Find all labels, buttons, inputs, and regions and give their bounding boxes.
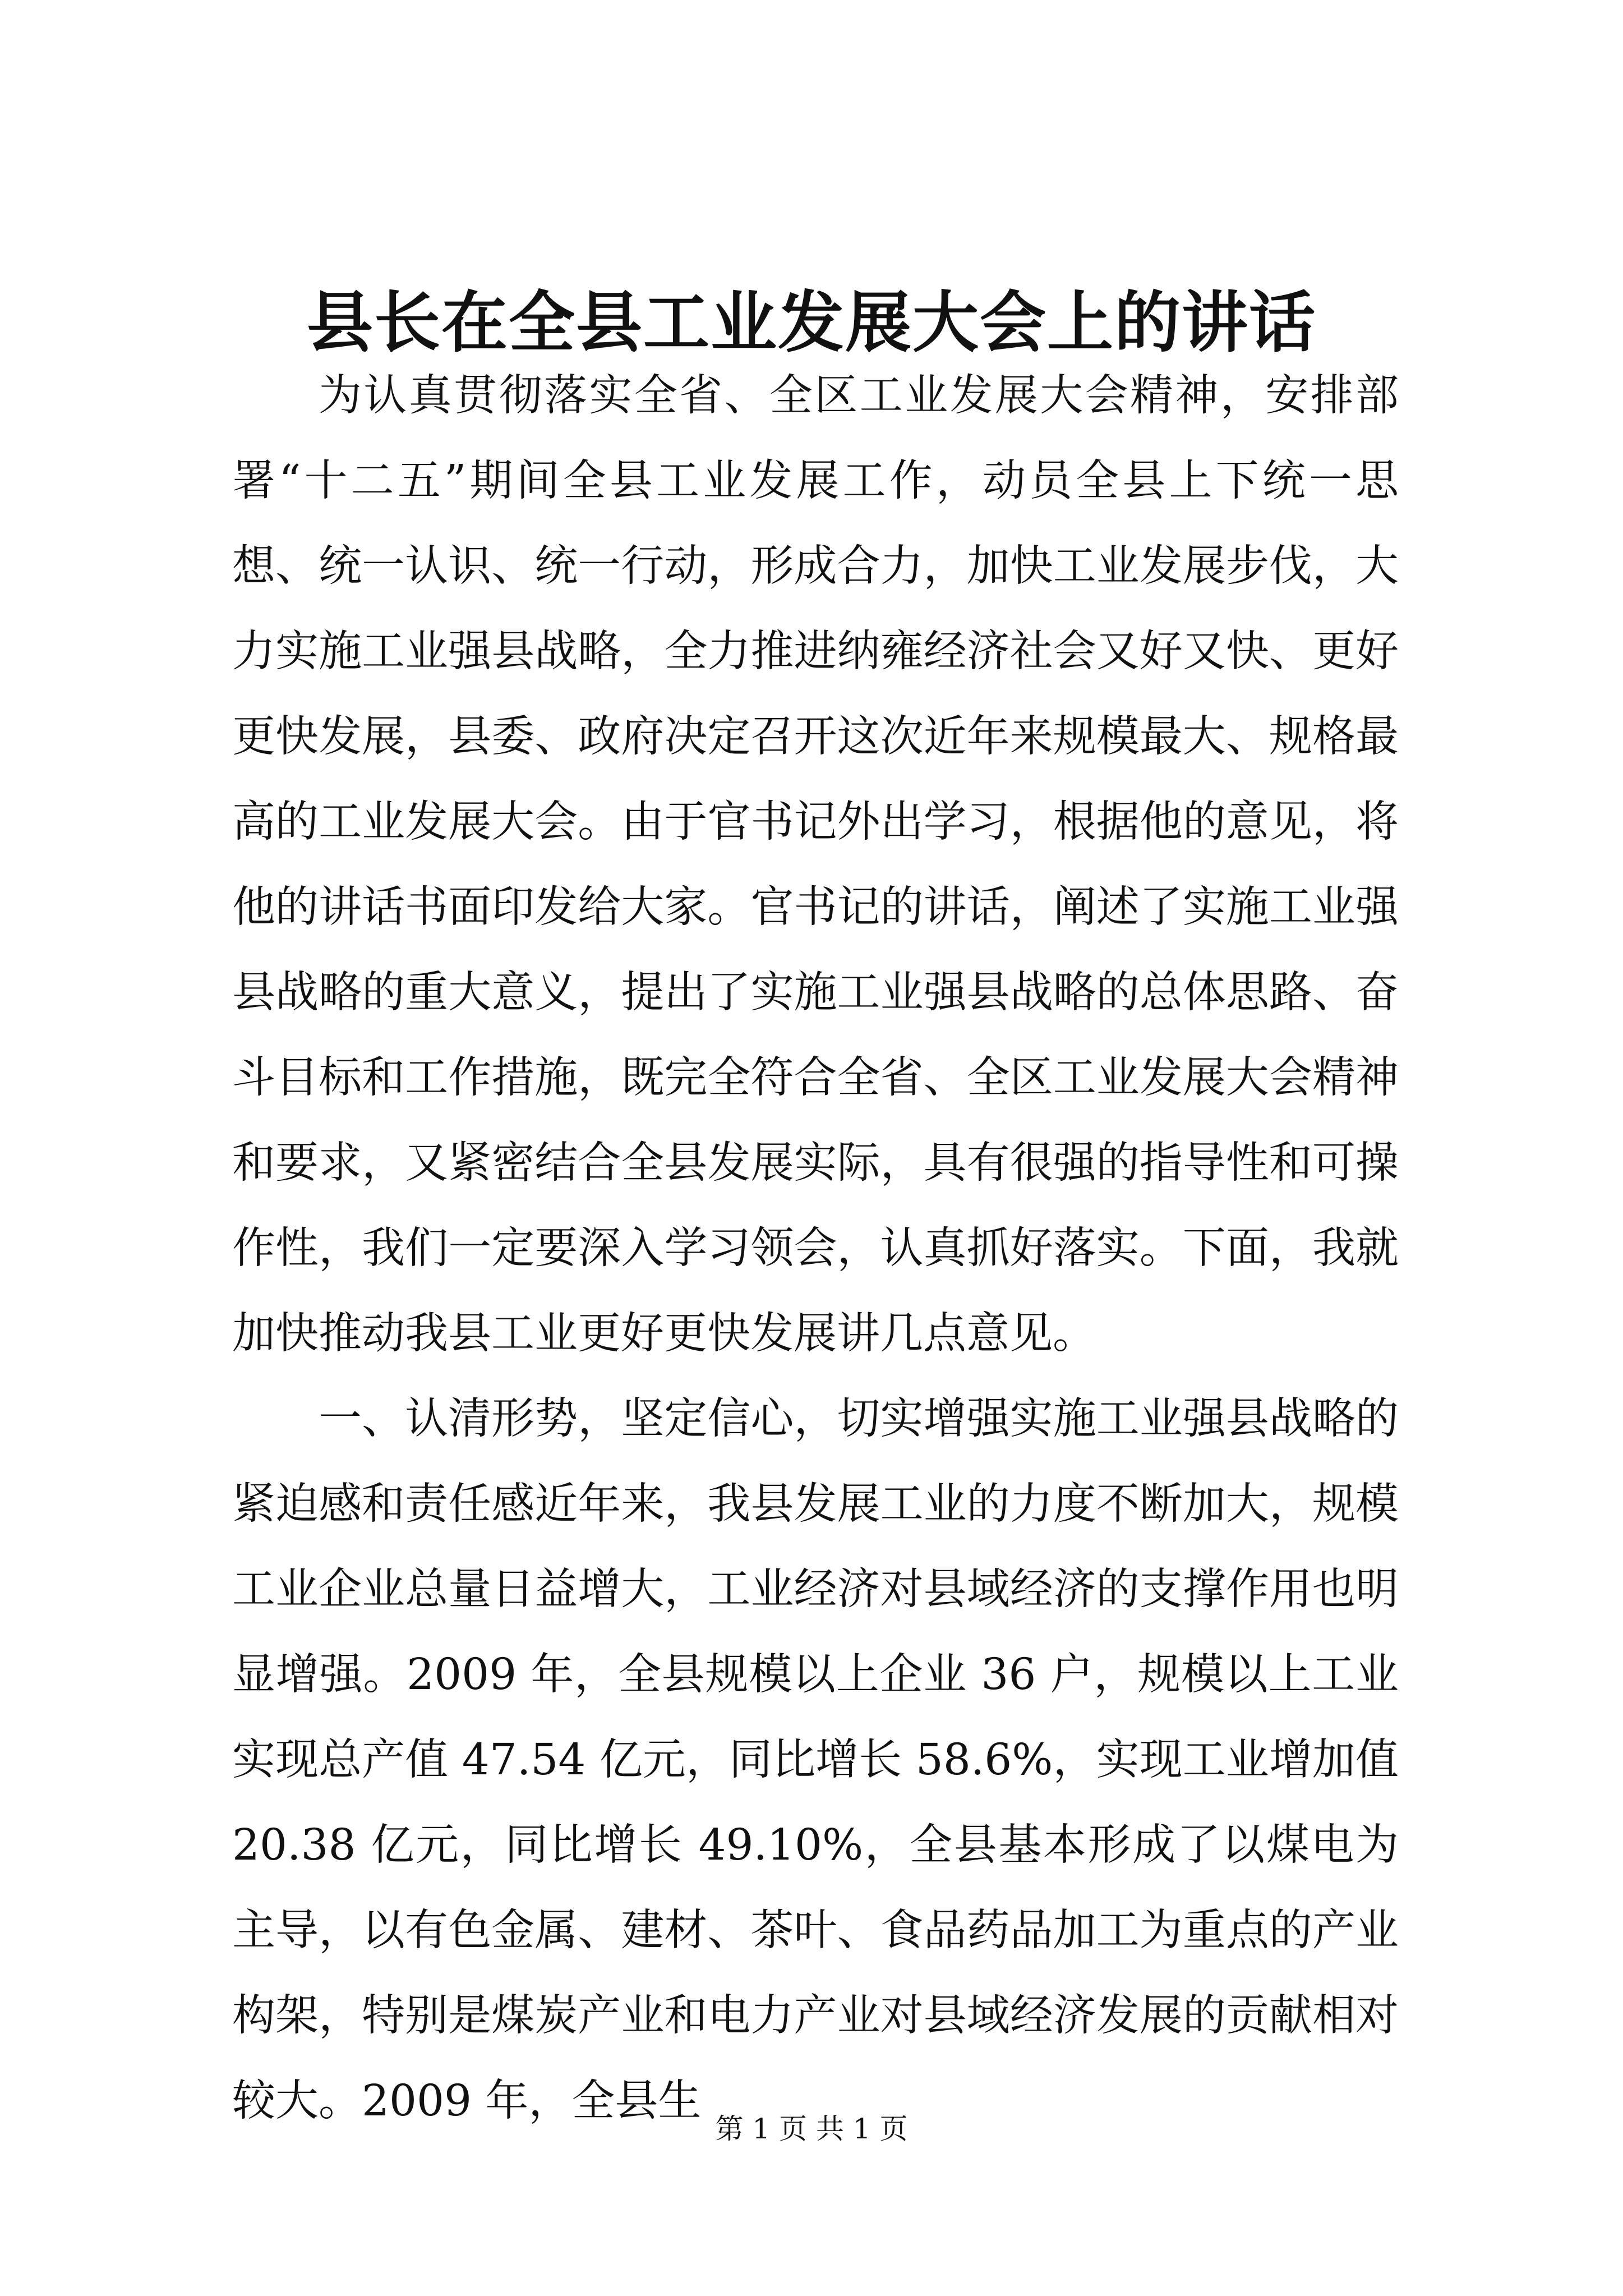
document-body xyxy=(232,353,1399,2144)
page-footer: 第 1 页 共 1 页 xyxy=(715,2113,908,2145)
paragraph-section-one: 一、认清形势，坚定信心，切实增强实施工业强县战略的紧迫感和责任感近年来，我县发展工业的力度不断加大，规模工业企业总量日益增大，工业经济对县域经济的支撑作用也明显增强。2009 年，全县规模以上企业 36 户，规模以上工业实现总产值 47.54 亿元，同比增长 58.6%，实现工业增加值 20.38 亿元，同比增长 49.10%，全县基本形成了以煤电为主导，以有色金属、建材、茶叶、食品药品加工为重点的产业构架，特别是煤炭产业和电力产业对县域经济发展的贡献相对较大。2009 年，全县生 xyxy=(232,1394,1399,2126)
document-title: 县长在全县工业发展大会上的讲话 xyxy=(306,283,1316,361)
paragraph-intro: 为认真贯彻落实全省、全区工业发展大会精神，安排部署“十二五”期间全县工业发展工作，动员全县上下统一思想、统一认识、统一行动，形成合力，加快工业发展步伐，大力实施工业强县战略，全力推进纳雍经济社会又好又快、更好更快发展，县委、政府决定召开这次近年来规模最大、规格最高的工业发展大会。由于官书记外出学习，根据他的意见，将他的讲话书面印发给大家。官书记的讲话，阐述了实施工业强县战略的重大意义，提出了实施工业强县战略的总体思路、奋斗目标和工作措施，既完全符合全省、全区工业发展大会精神和要求，又紧密结合全县发展实际，具有很强的指导性和可操作性，我们一定要深入学习领会，认真抓好落实。下面，我就加快推动我县工业更好更快发展讲几点意见。 xyxy=(232,371,1399,1359)
